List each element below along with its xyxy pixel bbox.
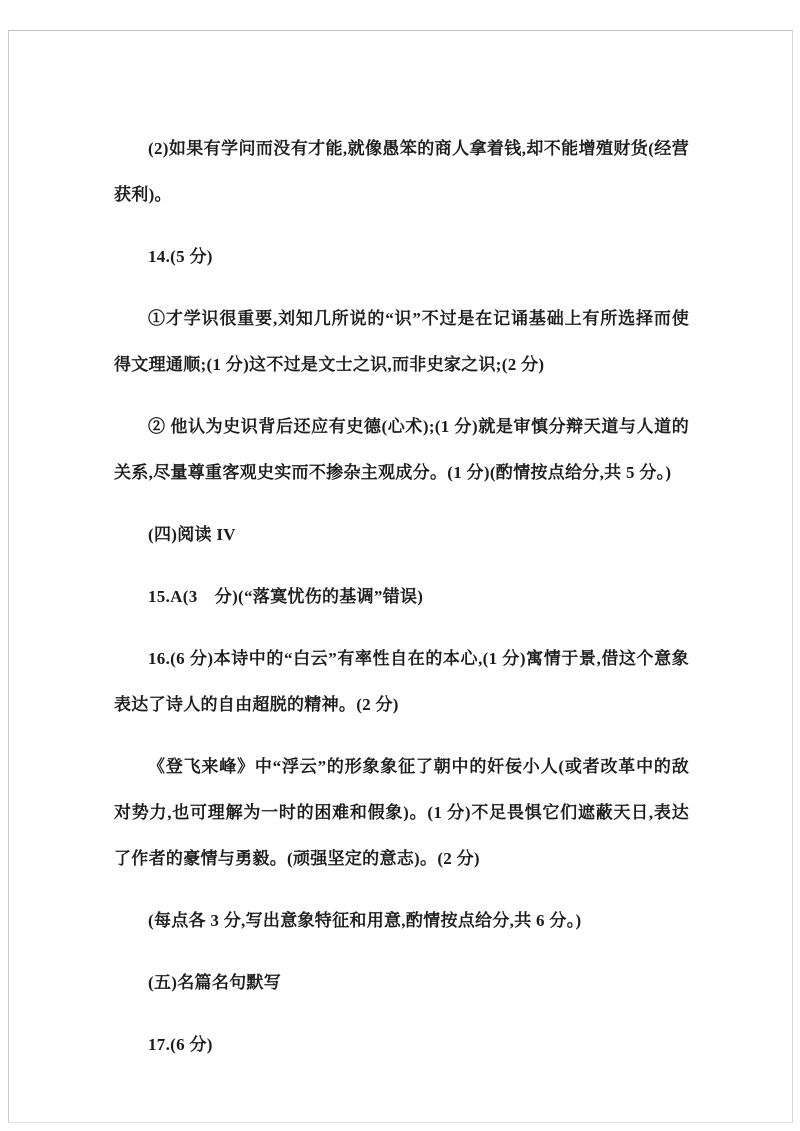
answer-paragraph: (2)如果有学问而没有才能,就像愚笨的商人拿着钱,却不能增殖财货(经营获利)。	[114, 139, 689, 204]
section-heading: (四)阅读 IV	[148, 525, 236, 544]
answer-paragraph: 《登飞来峰》中“浮云”的形象象征了朝中的奸佞小人(或者改革中的敌对势力,也可理解为一时的困难和假象)。(1 分)不足畏惧它们遮蔽天日,表达了作者的豪情与勇毅。(顽强坚定的意志)。(2 分)	[114, 757, 689, 868]
answer-paragraph: 14.(5 分)	[148, 247, 213, 266]
answer-paragraph: ①才学识很重要,刘知几所说的“识”不过是在记诵基础上有所选择而使得文理通顺;(1 分)这不过是文士之识,而非史家之识;(2 分)	[114, 309, 689, 374]
document-content	[114, 126, 689, 1084]
answer-paragraph: ② 他认为史识背后还应有史德(心术);(1 分)就是审慎分辩天道与人道的关系,尽量尊重客观史实而不掺杂主观成分。(1 分)(酌情按点给分,共 5 分。)	[114, 417, 689, 482]
answer-paragraph: 15.A(3 分)(“落寞忧伤的基调”错误)	[148, 587, 424, 606]
answer-paragraph: (每点各 3 分,写出意象特征和用意,酌情按点给分,共 6 分。)	[148, 911, 582, 930]
answer-paragraph: 16.(6 分)本诗中的“白云”有率性自在的本心,(1 分)寓情于景,借这个意象表达了诗人的自由超脱的精神。(2 分)	[114, 649, 689, 714]
answer-paragraph: 17.(6 分)	[148, 1035, 213, 1054]
section-heading: (五)名篇名句默写	[148, 973, 282, 992]
